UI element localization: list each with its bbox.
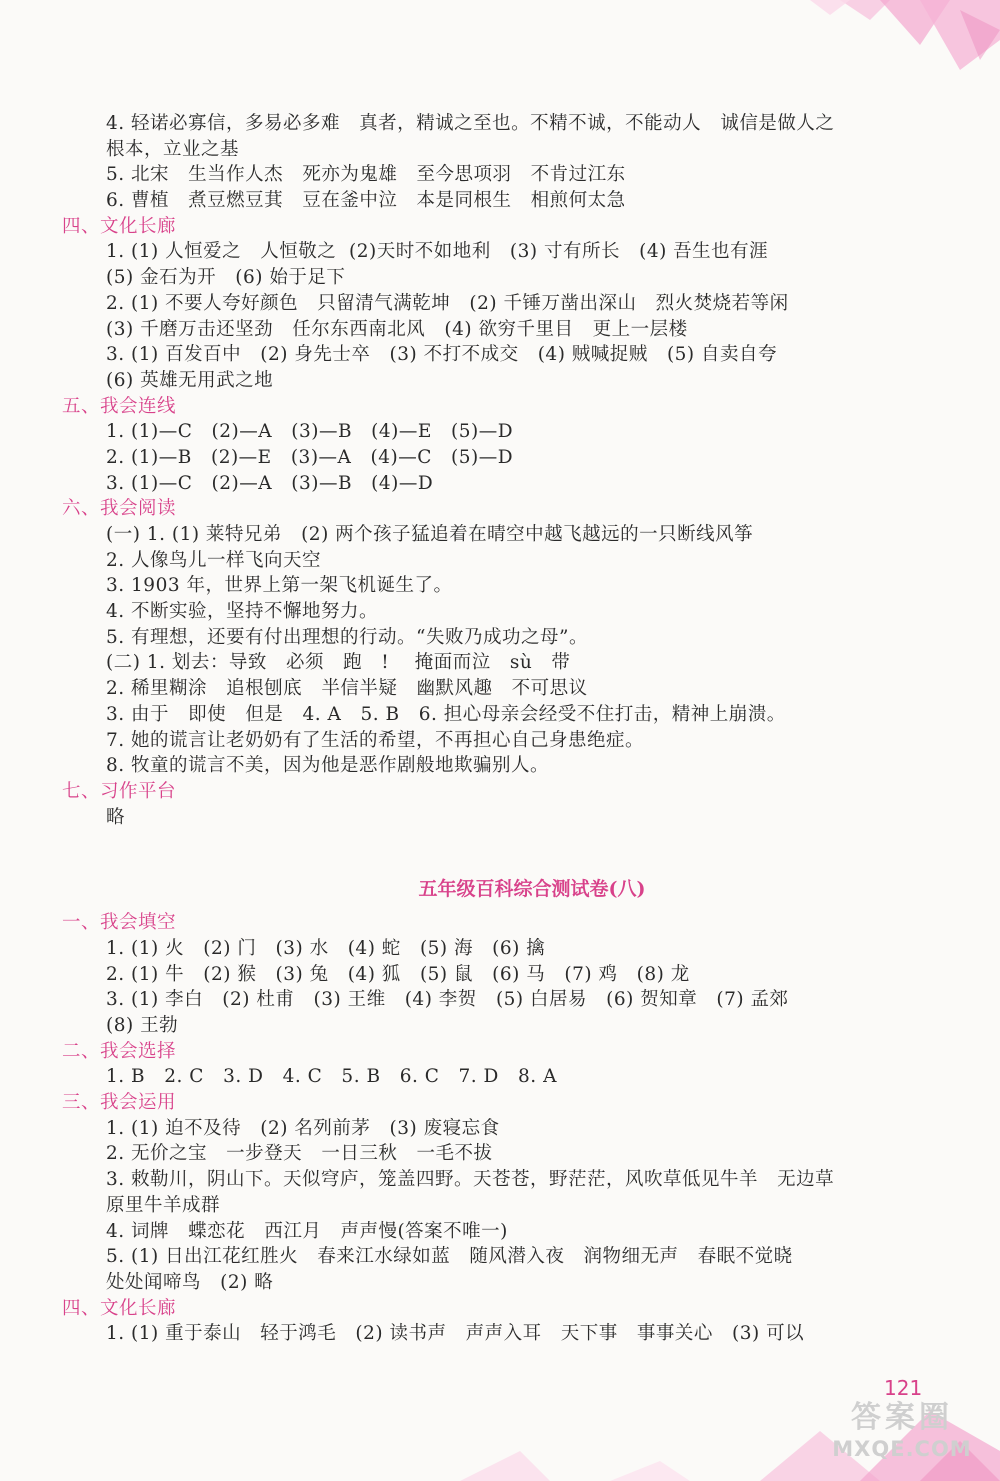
answer-line: 3. (1) 李白 (2) 杜甫 (3) 王维 (4) 李贺 (5) 白居易 (6) 贺知章 (7) 孟郊 — [106, 989, 789, 1011]
answer-line: 1. (1)—C (2)—A (3)—B (4)—E (5)—D — [106, 421, 514, 443]
answer-line: 4. 轻诺必寡信，多易必多难 真者，精诚之至也。不精不诚，不能动人 诚信是做人之 — [106, 113, 835, 134]
answer-line: 1. (1) 人恒爱之 人恒敬之 (2)天时不如地利 (3) 寸有所长 (4) 吾生也有涯 — [106, 241, 769, 263]
section-heading: 四、文化长廊 — [62, 215, 177, 237]
answer-line: 2. (1) 牛 (2) 猴 (3) 兔 (4) 狐 (5) 鼠 (6) 马 (7) 鸡 (8) 龙 — [106, 963, 690, 985]
section-heading: 二、我会选择 — [62, 1040, 177, 1062]
answer-line: 1. (1) 重于泰山 轻于鸿毛 (2) 读书声 声声入耳 天下事 事事关心 (3) 可以 — [106, 1323, 805, 1345]
answer-line: 2. (1) 不要人夸好颜色 只留清气满乾坤 (2) 千锤万凿出深山 烈火焚烧若等闲 — [106, 292, 789, 314]
section-title: 五年级百科综合测试卷(八) — [418, 878, 646, 901]
watermark — [812, 1399, 992, 1467]
answer-line: 3. 敕勒川，阴山下。天似穹庐，笼盖四野。天苍苍，野茫茫，风吹草低见牛羊 无边草 — [106, 1169, 835, 1191]
section-heading: 五、我会连线 — [62, 395, 177, 417]
section-heading: 一、我会填空 — [62, 912, 177, 934]
answer-line: 4. 词牌 蝶恋花 西江月 声声慢(答案不唯一) — [106, 1220, 508, 1242]
answer-line: 7. 她的谎言让老奶奶有了生活的希望，不再担心自己身患绝症。 — [106, 729, 645, 751]
page-number: 121 — [884, 1376, 923, 1400]
answer-line: 1. (1) 火 (2) 门 (3) 水 (4) 蛇 (5) 海 (6) 擒 — [106, 937, 546, 959]
answer-line: (3) 千磨万击还坚劲 任尔东西南北风 (4) 欲穷千里目 更上一层楼 — [106, 318, 688, 340]
answer-line: (一) 1. (1) 莱特兄弟 (2) 两个孩子猛追着在晴空中越飞越远的一只断线风筝 — [106, 524, 754, 545]
answers-section-bottom — [62, 910, 942, 1347]
answer-line: (8) 王勃 — [106, 1015, 179, 1036]
answer-line: (二) 1. 划去：导致 必须 跑 ! 掩面而泣 sù 带 — [106, 652, 571, 674]
answer-line: (5) 金石为开 (6) 始于足下 — [106, 267, 346, 289]
answer-line: 8. 牧童的谎言不美，因为他是恶作剧般地欺骗别人。 — [106, 755, 550, 777]
answer-line: 2. 无价之宝 一步登天 一日三秋 一毛不拔 — [106, 1143, 493, 1165]
answer-line: 5. 有理想，还要有付出理想的行动。“失败乃成功之母”。 — [106, 626, 588, 648]
answer-line: 3. 由于 即使 但是 4. A 5. B 6. 担心母亲会经受不住打击，精神上崩溃。 — [106, 703, 786, 725]
answer-line: 2. 人像鸟儿一样飞向天空 — [106, 549, 322, 571]
answer-line: 3. (1) 百发百中 (2) 身先士卒 (3) 不打不成交 (4) 贼喊捉贼 (5) 自卖自夸 — [106, 344, 778, 366]
answer-line: 略 — [106, 806, 126, 828]
answer-line: 1. B 2. C 3. D 4. C 5. B 6. C 7. D 8. A — [106, 1066, 557, 1088]
section-heading: 六、我会阅读 — [62, 498, 177, 520]
answer-content — [62, 111, 942, 1347]
answer-line: 根本，立业之基 — [106, 138, 240, 160]
answer-line: 处处闻啼鸟 (2) 略 — [106, 1271, 274, 1293]
answer-line: 原里牛羊成群 — [106, 1194, 221, 1216]
section-heading: 四、文化长廊 — [62, 1297, 177, 1319]
answers-section-top — [62, 111, 942, 830]
section-heading: 三、我会运用 — [62, 1092, 177, 1114]
section-heading: 七、习作平台 — [62, 780, 177, 802]
answer-line: 4. 不断实验，坚持不懈地努力。 — [106, 601, 379, 623]
watermark-url: MXQE.COM — [832, 1437, 972, 1461]
answer-line: 5. (1) 日出江花红胜火 春来江水绿如蓝 随风潜入夜 润物细无声 春眠不觉晓 — [106, 1246, 793, 1268]
answer-line: 5. 北宋 生当作人杰 死亦为鬼雄 至今思项羽 不肯过江东 — [106, 164, 626, 186]
top-decoration — [720, 0, 1000, 75]
answer-line: 3. (1)—C (2)—A (3)—B (4)—D — [106, 472, 434, 494]
answer-line: 1. (1) 迫不及待 (2) 名列前茅 (3) 废寝忘食 — [106, 1117, 500, 1139]
watermark-logo: 答案圈 — [851, 1400, 953, 1435]
answer-line: 3. 1903 年，世界上第一架飞机诞生了。 — [106, 575, 453, 597]
answer-line: 2. 稀里糊涂 追根刨底 半信半疑 幽默风趣 不可思议 — [106, 678, 588, 700]
answer-line: (6) 英雄无用武之地 — [106, 369, 274, 391]
answer-line: 2. (1)—B (2)—E (3)—A (4)—C (5)—D — [106, 446, 514, 468]
answer-line: 6. 曹植 煮豆燃豆萁 豆在釜中泣 本是同根生 相煎何太急 — [106, 190, 626, 212]
